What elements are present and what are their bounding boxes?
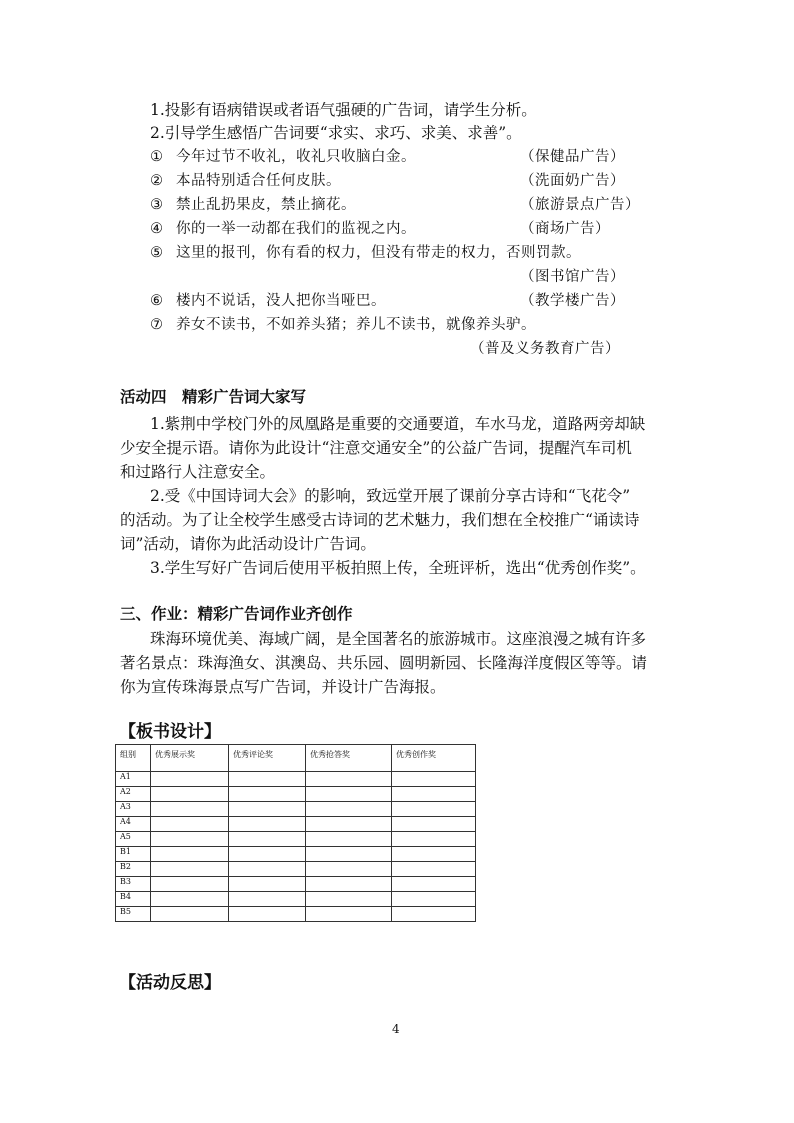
award-cell [151,907,229,922]
example-source: （保健品广告） [520,149,625,165]
group-label: A4 [116,817,151,832]
award-cell [229,862,306,877]
award-cell [306,787,392,802]
example-item [150,314,536,336]
award-cell [229,817,306,832]
table-row [116,862,476,877]
award-cell [229,802,306,817]
award-cell [392,892,476,907]
group-label: B5 [116,907,151,922]
example-item [150,242,581,264]
activity4-p1-line3: 和过路行人注意安全。 [120,463,276,481]
award-table [115,744,476,922]
homework-line3: 你为宣传珠海景点写广告词，并设计广告海报。 [120,678,446,696]
example-item [150,194,356,216]
example-source: （旅游景点广告） [520,197,640,213]
award-cell [151,817,229,832]
activity4-p3: 3.学生写好广告词后使用平板拍照上传，全班评析，选出“优秀创作奖”。 [150,559,646,577]
award-cell [151,772,229,787]
group-label: A1 [116,772,151,787]
example-number: ⑤ [150,245,164,261]
award-cell [392,907,476,922]
example-source: （图书馆广告） [520,269,625,285]
example-text: 楼内不说话，没人把你当哑巴。 [176,293,386,309]
award-cell [306,862,392,877]
award-cell [229,847,306,862]
table-row [116,787,476,802]
table-header-comment-award: 优秀评论奖 [229,745,306,772]
award-cell [229,832,306,847]
example-source: （普及义务教育广告） [470,341,620,357]
activity4-p1-line2: 少安全提示语。请你为此设计“注意交通安全”的公益广告词，提醒汽车司机 [120,439,632,457]
activity4-title: 活动四 精彩广告词大家写 [120,388,307,406]
award-cell [229,877,306,892]
award-cell [151,787,229,802]
example-text: 今年过节不收礼，收礼只收脑白金。 [176,149,416,165]
table-header-row [116,745,476,772]
award-cell [306,877,392,892]
example-number: ① [150,149,164,165]
award-cell [151,832,229,847]
group-label: A5 [116,832,151,847]
award-cell [392,817,476,832]
group-label: B4 [116,892,151,907]
table-row [116,877,476,892]
award-cell [151,847,229,862]
award-cell [392,772,476,787]
award-cell [229,892,306,907]
table-row [116,817,476,832]
award-cell [306,832,392,847]
award-cell [306,847,392,862]
page-number: 4 [392,1022,400,1036]
group-label: B2 [116,862,151,877]
award-cell [392,847,476,862]
example-item [150,146,416,168]
example-source: （商场广告） [520,221,610,237]
award-cell [151,877,229,892]
example-number: ⑥ [150,293,164,309]
table-row [116,907,476,922]
table-row [116,847,476,862]
board-design-title: 【板书设计】 [119,722,221,742]
homework-line2: 著名景点：珠海渔女、淇澳岛、共乐园、圆明新园、长隆海洋度假区等等。请 [120,654,648,672]
reflection-title: 【活动反思】 [119,973,221,993]
homework-title: 三、作业：精彩广告词作业齐创作 [120,605,353,623]
award-cell [229,787,306,802]
group-label: A2 [116,787,151,802]
activity4-p1-line1: 1.紫荆中学校门外的凤凰路是重要的交通要道，车水马龙，道路两旁却缺 [150,415,646,433]
award-cell [392,832,476,847]
example-number: ② [150,173,164,189]
award-cell [392,787,476,802]
table-header-creation-award: 优秀创作奖 [392,745,476,772]
table-header-quick-answer-award: 优秀抢答奖 [306,745,392,772]
example-item [150,170,341,192]
table-header-display-award: 优秀展示奖 [151,745,229,772]
group-label: B3 [116,877,151,892]
analysis-step-1: 1.投影有语病错误或者语气强硬的广告词，请学生分析。 [150,101,537,119]
table-row [116,832,476,847]
award-cell [229,907,306,922]
award-cell [306,817,392,832]
award-cell [151,862,229,877]
example-number: ⑦ [150,317,164,333]
table-row [116,892,476,907]
analysis-step-2: 2.引导学生感悟广告词要“求实、求巧、求美、求善”。 [150,124,522,142]
example-text: 养女不读书，不如养头猪；养儿不读书，就像养头驴。 [176,317,536,333]
award-cell [306,772,392,787]
example-text: 禁止乱扔果皮，禁止摘花。 [176,197,356,213]
table-row [116,772,476,787]
example-text: 这里的报刊，你有看的权力，但没有带走的权力，否则罚款。 [176,245,581,261]
example-number: ③ [150,197,164,213]
example-text: 你的一举一动都在我们的监视之内。 [176,221,416,237]
award-cell [392,877,476,892]
activity4-p2-line1: 2.受《中国诗词大会》的影响，致远堂开展了课前分享古诗和“飞花令” [150,487,631,505]
activity4-p2-line2: 的活动。为了让全校学生感受古诗词的艺术魅力，我们想在全校推广“诵读诗 [120,511,640,529]
award-cell [151,802,229,817]
award-cell [306,802,392,817]
award-cell [392,802,476,817]
award-cell [151,892,229,907]
homework-line1: 珠海环境优美、海域广阔，是全国著名的旅游城市。这座浪漫之城有许多 [150,630,647,648]
table-body [116,772,476,922]
example-source: （教学楼广告） [520,293,625,309]
example-source: （洗面奶广告） [520,173,625,189]
example-number: ④ [150,221,164,237]
table-header-group: 组别 [116,745,151,772]
example-item [150,218,416,240]
award-cell [229,772,306,787]
award-cell [306,907,392,922]
example-item [150,290,386,312]
example-text: 本品特别适合任何皮肤。 [176,173,341,189]
group-label: A3 [116,802,151,817]
award-cell [392,862,476,877]
award-cell [306,892,392,907]
group-label: B1 [116,847,151,862]
table-row [116,802,476,817]
activity4-p2-line3: 词”活动，请你为此活动设计广告词。 [120,535,376,553]
